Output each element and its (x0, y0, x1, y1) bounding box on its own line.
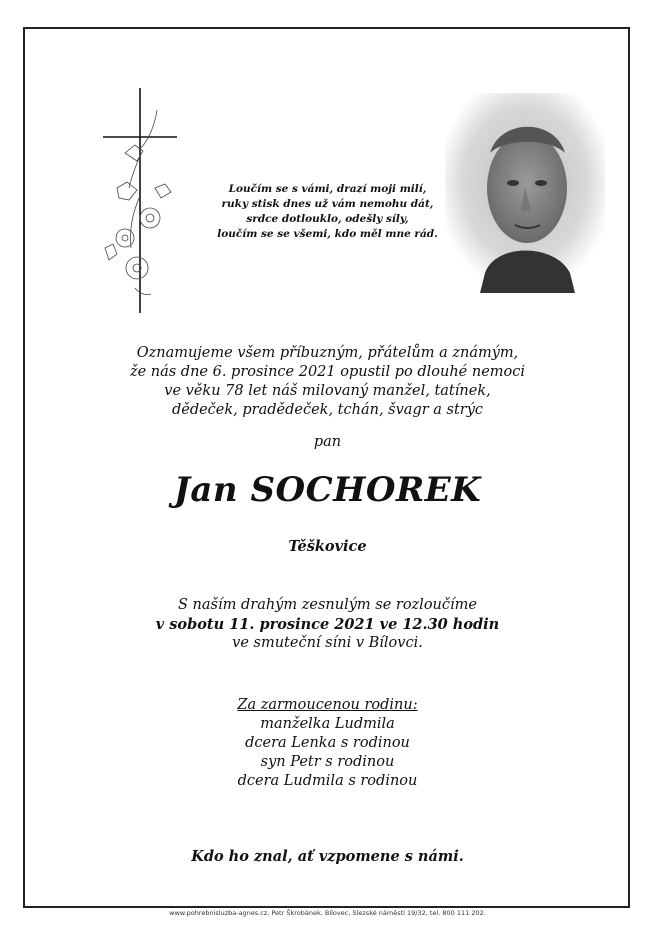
announcement-line: Oznamujeme všem příbuzným, přátelům a známým, (136, 345, 519, 361)
cross-with-flowers-icon (95, 88, 185, 318)
title-word: pan (313, 434, 342, 450)
farewell-datetime: v sobotu 11. prosince 2021 ve 12.30 hodin (155, 616, 500, 633)
family-member: syn Petr s rodinou (260, 754, 395, 770)
farewell-info (90, 596, 565, 653)
deceased-name: Jan SOCHOREK (173, 470, 482, 510)
poem (215, 182, 440, 242)
family-member: dcera Lenka s rodinou (245, 735, 410, 751)
farewell-location: ve smuteční síni v Bílovci. (232, 635, 423, 651)
announcement-line: ve věku 78 let náš milovaný manžel, tatínek, (164, 383, 491, 399)
poem-line: ruky stisk dnes už vám nemohu dát, (221, 198, 434, 210)
family-member: dcera Ludmila s rodinou (237, 773, 418, 789)
family-heading: Za zarmoucenou rodinu: (237, 697, 418, 713)
family-list (90, 696, 565, 791)
place: Těškovice (288, 538, 367, 555)
poem-line: Loučím se s vámi, drazí moji milí, (228, 183, 427, 195)
farewell-line: S naším drahým zesnulým se rozloučíme (178, 597, 477, 613)
motto: Kdo ho znal, ať vzpomene s námi. (191, 848, 464, 865)
poem-line: loučím se se všemi, kdo měl mne rád. (217, 228, 438, 240)
footer: www.pohrebnisluzba-agnes.cz, Petr Škrobánek, Bílovec, Slezské náměstí 19/32, tel. 800 111 202. (169, 909, 486, 917)
announcement (90, 344, 565, 420)
poem-line: srdce dotlouklo, odešly síly, (246, 213, 409, 225)
announcement-line: dědeček, pradědeček, tchán, švagr a strýc (171, 402, 484, 418)
announcement-line: že nás dne 6. prosince 2021 opustil po dlouhé nemoci (129, 364, 526, 380)
deceased-portrait (445, 93, 605, 293)
family-member: manželka Ludmila (260, 716, 395, 732)
